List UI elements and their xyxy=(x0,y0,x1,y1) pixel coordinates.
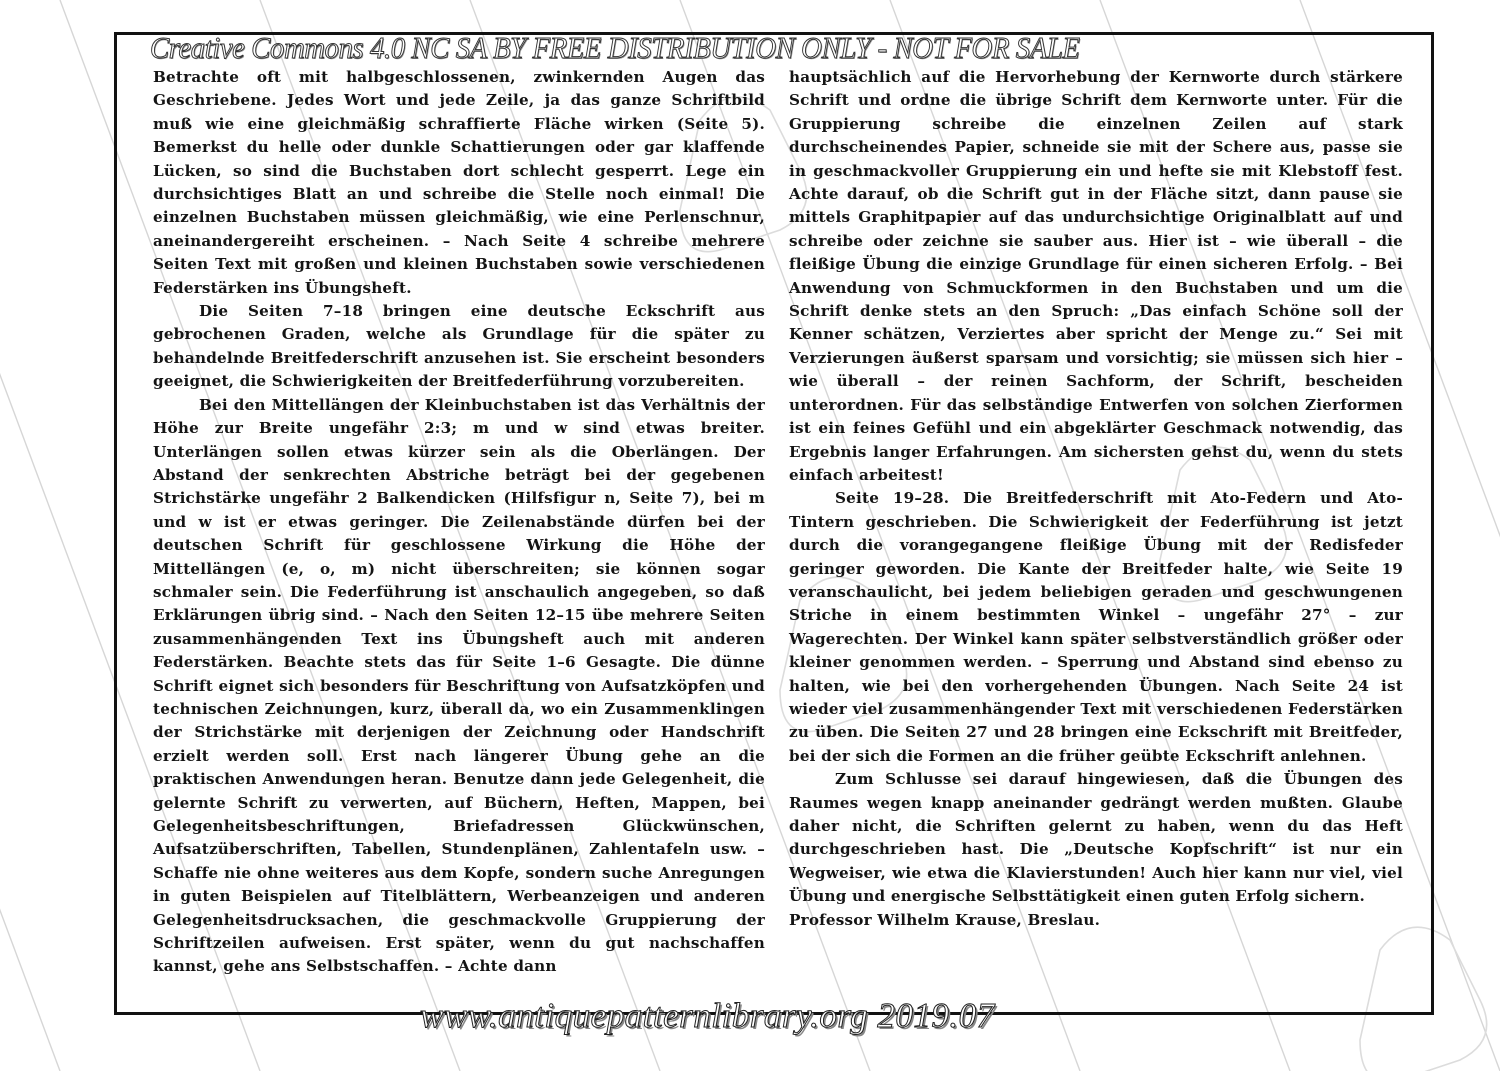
right-text-column xyxy=(789,66,1403,932)
left-text-column xyxy=(153,66,765,979)
paragraph: Betrachte oft mit halbgeschlossenen, zwinkernden Augen das Geschriebene. Jedes Wort und jede Zeile, ja das ganze Schriftbild muß wie eine gleichmäßig schraffierte Fläche wirken (Seite 5). Bemerkst du helle oder dunkle Schattierungen oder gar klaffende Lücken, so sind die Buchstaben dort schlecht gesperrt. Lege ein durchsichtiges Blatt an und schreibe die Stelle noch einmal! Die einzelnen Buchstaben müssen gleichmäßig, wie eine Perlenschnur, aneinandergereiht erscheinen. – Nach Seite 4 schreibe mehrere Seiten Text mit großen und kleinen Buchstaben sowie verschiedenen Federstärken ins Übungsheft. xyxy=(153,68,765,297)
author-signature: Professor Wilhelm Krause, Breslau. xyxy=(789,910,1101,929)
paragraph: Bei den Mittellängen der Kleinbuchstaben ist das Verhältnis der Höhe zur Breite ungefähr 2:3; m und w sind etwas breiter. Unterlängen sollen etwas kürzer sein als die Oberlängen. Der Abstand der senkrechten Abstriche beträgt bei der gegebenen Strichstärke ungefähr 2 Balkendicken (Hilfsfigur n, Seite 7), bei m und w ist er etwas geringer. Die Zeilenabstände dürfen bei der deutschen Schrift für geschlossene Wirkung die Höhe der Mittellängen (e, o, m) nicht überschreiten; sie können sogar schmaler sein. Die Federführung ist anschaulich angegeben, so daß Erklärungen übrig sind. – Nach den Seiten 12–15 übe mehrere Seiten zusammenhängenden Text ins Übungsheft auch mit anderen Federstärken. Beachte stets das für Seite 1–6 Gesagte. Die dünne Schrift eignet sich besonders für Beschriftung von Aufsatzköpfen und technischen Zeichnungen, kurz, überall da, wo ein Zusammenklingen der Strichstärke mit derjenigen der Zeichnung oder Handschrift erzielt werden soll. Erst nach längerer Übung gehe an die praktischen Anwendungen heran. Benutze dann jede Gelegenheit, die gelernte Schrift zu verwerten, auf Büchern, Heften, Mappen, bei Gelegenheitsbeschriftungen, Briefadressen Glückwünschen, Aufsatzüberschriften, Tabellen, Stundenplänen, Zahlentafeln usw. – Schaffe nie ohne weiteres aus dem Kopfe, sondern suche Anregungen in guten Beispielen auf Titelblättern, Werbeanzeigen und anderen Gelegenheitsdrucksachen, die geschmackvolle Gruppierung der Schriftzeilen aufweisen. Erst später, wenn du gut nachschaffen kannst, gehe ans Selbstschaffen. – Achte dann xyxy=(153,395,765,976)
paragraph: Die Seiten 7–18 bringen eine deutsche Eckschrift aus gebrochenen Graden, welche als Grundlage für die später zu behandelnde Breitfederschrift anzusehen ist. Sie erscheint besonders geeignet, die Schwierigkeiten der Breitfederführung vorzubereiten. xyxy=(153,302,765,391)
paragraph: Seite 19–28. Die Breitfederschrift mit Ato-Federn und Ato-Tintern geschrieben. Die Schwierigkeit der Federführung ist jetzt durch die vorangegangene fleißige Übung mit der Redisfeder geringer geworden. Die Kante der Breitfeder halte, wie Seite 19 veranschaulicht, bei jedem beliebigen geraden und geschwungenen Striche in einem bestimmten Winkel – ungefähr 27° – zur Wagerechten. Der Winkel kann später selbstverständlich größer oder kleiner genommen werden. – Sperrung und Abstand sind ebenso zu halten, wie bei den vorhergehenden Übungen. Nach Seite 24 ist wieder viel zusammenhängender Text mit verschiedenen Federstärken zu üben. Die Seiten 27 und 28 bringen eine Eckschrift mit Breitfeder, bei der sich die Formen an die früher geübte Eckschrift anlehnen. xyxy=(789,489,1403,765)
paragraph: hauptsächlich auf die Hervorhebung der Kernworte durch stärkere Schrift und ordne die übrige Schrift dem Kernworte unter. Für die Gruppierung schreibe die einzelnen Zeilen auf stark durchscheinendes Papier, schneide sie mit der Schere aus, passe sie in geschmackvoller Gruppierung ein und hefte sie mit Klebstoff fest. Achte darauf, ob die Schrift gut in der Fläche sitzt, dann pause sie mittels Graphitpapier auf das undurchsichtige Originalblatt auf und schreibe oder zeichne sie sauber aus. Hier ist – wie überall – die fleißige Übung die einzige Grundlage für einen sicheren Erfolg. – Bei Anwendung von Schmuckformen in den Buchstaben und um die Schrift denke stets an den Spruch: „Das einfach Schöne soll der Kenner schätzen, Verziertes aber spricht der Menge zu.“ Sei mit Verzierungen äußerst sparsam und vorsichtig; sie müssen sich hier – wie überall – der reinen Sachform, der Schrift, bescheiden unterordnen. Für das selbständige Entwerfen von solchen Zierformen ist ein feines Gefühl und ein abgeklärter Geschmack notwendig, das Ergebnis langer Erfahrungen. Am sichersten gehst du, wenn du stets einfach arbeitest! xyxy=(789,68,1403,484)
license-banner: Creative Commons 4.0 NC SA BY FREE DISTRIBUTION ONLY - NOT FOR SALE xyxy=(150,30,1080,65)
footer-watermark-url: www.antiquepatternlibrary.org 2019.07 xyxy=(420,996,995,1035)
paragraph: Zum Schlusse sei darauf hingewiesen, daß die Übungen des Raumes wegen knapp aneinander gedrängt werden mußten. Glaube daher nicht, die Schriften gelernt zu haben, wenn du das Heft durchgeschrieben hast. Die „Deutsche Kopfschrift“ ist nur ein Wegweiser, wie etwa die Klavierstunden! Auch hier kann nur viel, viel Übung und energische Selbsttätigkeit einen guten Erfolg sichern. xyxy=(789,770,1403,906)
